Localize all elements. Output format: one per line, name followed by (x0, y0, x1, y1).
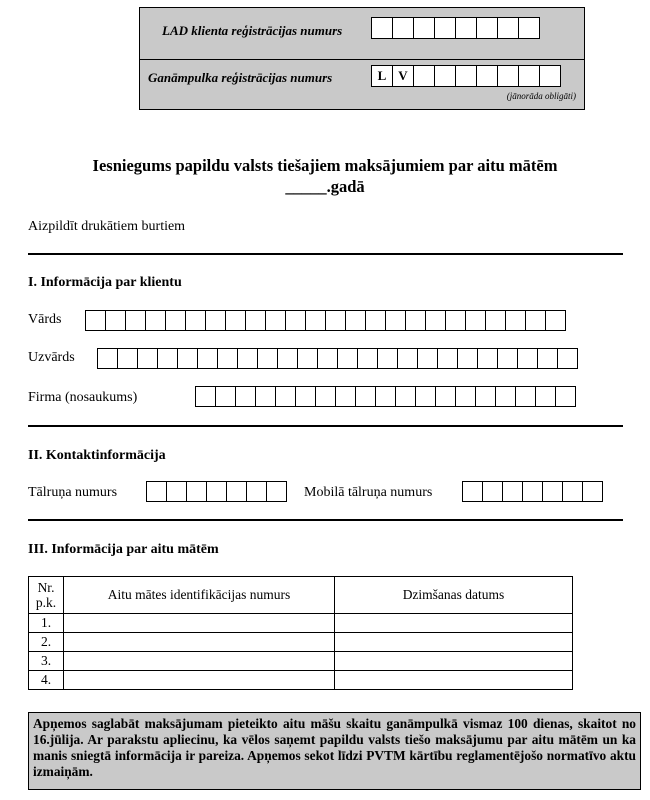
col-nr-header: Nr. p.k. (29, 577, 64, 614)
form-title-line2: _____.gadā (285, 177, 365, 196)
table-row (29, 633, 573, 652)
letter-cell[interactable] (397, 348, 418, 369)
col-id-header: Aitu mātes identifikācijas numurs (64, 577, 335, 614)
letter-cell[interactable] (195, 386, 216, 407)
letter-cell[interactable] (295, 386, 316, 407)
letter-cell[interactable] (205, 310, 226, 331)
digit-cell[interactable] (476, 65, 498, 87)
herd-reg-number-field[interactable] (371, 65, 561, 87)
digit-cell[interactable] (434, 17, 456, 39)
letter-cell[interactable] (545, 310, 566, 331)
digit-cell[interactable] (413, 17, 435, 39)
ewe-id-cell[interactable] (64, 633, 335, 652)
letter-cell[interactable] (145, 310, 166, 331)
divider (28, 425, 623, 427)
letter-cell[interactable] (537, 348, 558, 369)
digit-cell[interactable] (542, 481, 563, 502)
digit-cell[interactable] (462, 481, 483, 502)
digit-cell[interactable] (413, 65, 435, 87)
birth-date-cell[interactable] (335, 652, 573, 671)
client-reg-number-field[interactable] (371, 17, 540, 39)
letter-cell[interactable] (555, 386, 576, 407)
row-number: 3. (29, 652, 64, 671)
digit-cell[interactable] (455, 17, 477, 39)
letter-cell[interactable] (517, 348, 538, 369)
herd-reg-label: Ganāmpulka reģistrācijas numurs (148, 70, 333, 85)
letter-cell[interactable] (477, 348, 498, 369)
letter-cell[interactable] (515, 386, 536, 407)
letter-cell[interactable] (375, 386, 396, 407)
table-header-row (29, 577, 573, 614)
ewe-id-cell[interactable] (64, 652, 335, 671)
section2-heading: II. Kontaktinformācija (28, 448, 166, 463)
letter-cell[interactable] (165, 310, 186, 331)
letter-cell[interactable] (305, 310, 326, 331)
ewe-id-cell[interactable] (64, 614, 335, 633)
letter-cell[interactable] (285, 310, 306, 331)
name-label: Vārds (28, 312, 62, 327)
digit-cell[interactable] (562, 481, 583, 502)
phone-input[interactable] (146, 481, 287, 502)
herd-prefix-v: V (392, 65, 414, 87)
letter-cell[interactable] (425, 310, 446, 331)
row-number: 4. (29, 671, 64, 690)
letter-cell[interactable] (185, 310, 206, 331)
letter-cell[interactable] (237, 348, 258, 369)
table-row (29, 652, 573, 671)
letter-cell[interactable] (105, 310, 126, 331)
mandatory-note: (jānorāda obligāti) (506, 91, 576, 101)
digit-cell[interactable] (246, 481, 267, 502)
letter-cell[interactable] (97, 348, 118, 369)
letter-cell[interactable] (495, 386, 516, 407)
company-label: Firma (nosaukums) (28, 390, 138, 405)
letter-cell[interactable] (215, 386, 236, 407)
letter-cell[interactable] (497, 348, 518, 369)
digit-cell[interactable] (146, 481, 167, 502)
letter-cell[interactable] (455, 386, 476, 407)
section1-heading: I. Informācija par klientu (28, 275, 182, 290)
letter-cell[interactable] (345, 310, 366, 331)
letter-cell[interactable] (257, 348, 278, 369)
digit-cell[interactable] (186, 481, 207, 502)
divider (28, 519, 623, 521)
herd-prefix-l: L (371, 65, 393, 87)
letter-cell[interactable] (335, 386, 356, 407)
letter-cell[interactable] (405, 310, 426, 331)
digit-cell[interactable] (518, 65, 540, 87)
letter-cell[interactable] (385, 310, 406, 331)
letter-cell[interactable] (315, 386, 336, 407)
letter-cell[interactable] (225, 310, 246, 331)
letter-cell[interactable] (275, 386, 296, 407)
letter-cell[interactable] (417, 348, 438, 369)
mobile-input[interactable] (462, 481, 603, 502)
digit-cell[interactable] (371, 17, 393, 39)
table-row (29, 671, 573, 690)
letter-cell[interactable] (525, 310, 546, 331)
letter-cell[interactable] (235, 386, 256, 407)
letter-cell[interactable] (317, 348, 338, 369)
letter-cell[interactable] (157, 348, 178, 369)
letter-cell[interactable] (325, 310, 346, 331)
digit-cell[interactable] (497, 65, 519, 87)
phone-label: Tālruņa numurs (28, 485, 118, 500)
letter-cell[interactable] (395, 386, 416, 407)
letter-cell[interactable] (445, 310, 466, 331)
birth-date-cell[interactable] (335, 614, 573, 633)
letter-cell[interactable] (85, 310, 106, 331)
letter-cell[interactable] (337, 348, 358, 369)
letter-cell[interactable] (245, 310, 266, 331)
commitment-notice: Apņemos saglabāt maksājumam pieteikto aitu māšu skaitu ganāmpulkā vismaz 100 dienas, skaitot no 16.jūlija. Ar parakstu apliecinu, ka vēlos saņemt papildu valsts tiešo maksājumu par aitu mātēm un ka manis sniegtā informācija ir pareiza. Apņemos sekot līdzi PVTM kārtību reglamentējošo normatīvo aktu izmaiņām. (28, 712, 641, 790)
name-input[interactable] (85, 310, 566, 331)
digit-cell[interactable] (206, 481, 227, 502)
letter-cell[interactable] (475, 386, 496, 407)
digit-cell[interactable] (482, 481, 503, 502)
letter-cell[interactable] (125, 310, 146, 331)
company-input[interactable] (195, 386, 576, 407)
letter-cell[interactable] (437, 348, 458, 369)
fill-instruction: Aizpildīt drukātiem burtiem (28, 219, 186, 234)
divider (28, 253, 623, 255)
letter-cell[interactable] (535, 386, 556, 407)
letter-cell[interactable] (557, 348, 578, 369)
letter-cell[interactable] (435, 386, 456, 407)
letter-cell[interactable] (265, 310, 286, 331)
ewe-id-cell[interactable] (64, 671, 335, 690)
letter-cell[interactable] (377, 348, 398, 369)
letter-cell[interactable] (277, 348, 298, 369)
row-number: 2. (29, 633, 64, 652)
registration-box (139, 7, 585, 110)
table-row (29, 614, 573, 633)
digit-cell[interactable] (166, 481, 187, 502)
surname-label: Uzvārds (28, 350, 75, 365)
letter-cell[interactable] (505, 310, 526, 331)
letter-cell[interactable] (357, 348, 378, 369)
digit-cell[interactable] (266, 481, 287, 502)
birth-date-cell[interactable] (335, 633, 573, 652)
digit-cell[interactable] (476, 17, 498, 39)
digit-cell[interactable] (539, 65, 561, 87)
letter-cell[interactable] (355, 386, 376, 407)
ewes-table (28, 576, 573, 690)
digit-cell[interactable] (455, 65, 477, 87)
digit-cell[interactable] (226, 481, 247, 502)
digit-cell[interactable] (518, 17, 540, 39)
letter-cell[interactable] (457, 348, 478, 369)
surname-input[interactable] (97, 348, 578, 369)
letter-cell[interactable] (465, 310, 486, 331)
digit-cell[interactable] (392, 17, 414, 39)
letter-cell[interactable] (117, 348, 138, 369)
letter-cell[interactable] (297, 348, 318, 369)
letter-cell[interactable] (485, 310, 506, 331)
birth-date-cell[interactable] (335, 671, 573, 690)
form-title-line1: Iesniegums papildu valsts tiešajiem maksājumiem par aitu mātēm (92, 156, 558, 175)
digit-cell[interactable] (434, 65, 456, 87)
section3-heading: III. Informācija par aitu mātēm (28, 542, 219, 557)
row-number: 1. (29, 614, 64, 633)
digit-cell[interactable] (497, 17, 519, 39)
digit-cell[interactable] (502, 481, 523, 502)
letter-cell[interactable] (217, 348, 238, 369)
client-reg-label: LAD klienta reģistrācijas numurs (162, 23, 343, 38)
letter-cell[interactable] (137, 348, 158, 369)
digit-cell[interactable] (582, 481, 603, 502)
digit-cell[interactable] (522, 481, 543, 502)
letter-cell[interactable] (197, 348, 218, 369)
letter-cell[interactable] (415, 386, 436, 407)
col-birth-header: Dzimšanas datums (335, 577, 573, 614)
letter-cell[interactable] (177, 348, 198, 369)
letter-cell[interactable] (365, 310, 386, 331)
mobile-label: Mobilā tālruņa numurs (304, 485, 433, 500)
letter-cell[interactable] (255, 386, 276, 407)
